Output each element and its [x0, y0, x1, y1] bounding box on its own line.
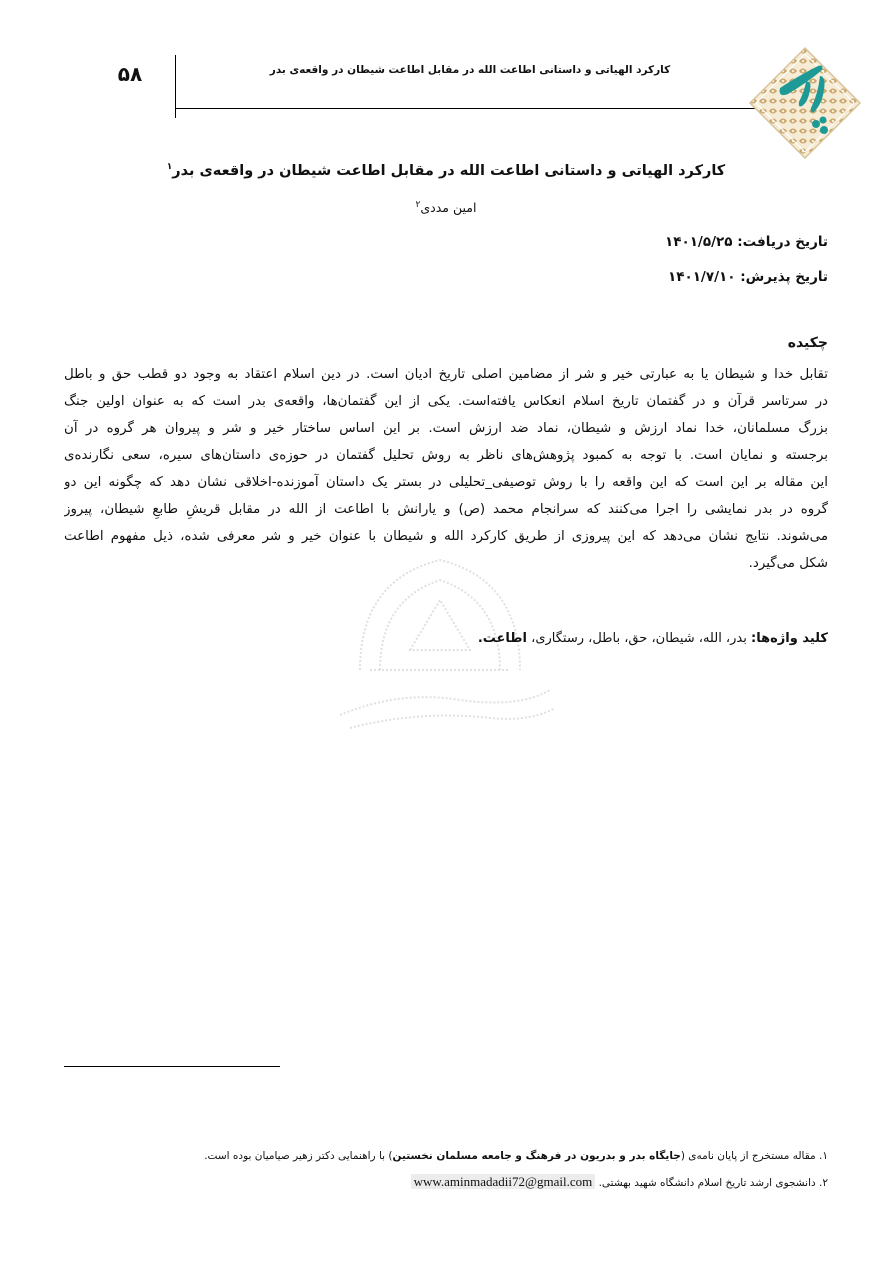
abstract-line: در سرتاسر قرآن و در گفتمان تاریخ اسلام انعکاس یافته‌است. یکی از این گفتمان‌ها، واقعه‌ی بدر است که به عنوان اولین جنگ: [64, 394, 828, 409]
accepted-date-row: [668, 269, 828, 285]
author-email-link[interactable]: www.aminmadadii72@gmail.com: [411, 1174, 596, 1189]
received-date-row: [665, 234, 828, 250]
article-title-text: کارکرد الهیاتی و داستانی اطاعت الله در مقابل اطاعت شیطان در واقعه‌ی بدر: [172, 162, 726, 179]
received-date: ۱۴۰۱/۵/۲۵: [664, 234, 733, 250]
footnote-2: [411, 1174, 828, 1190]
footnote-thesis-title: جایگاه بدر و بدریون در فرهنگ و جامعه مسلمان نخستین: [392, 1150, 681, 1162]
abstract-line: شکل می‌گیرد.: [748, 556, 828, 571]
footnote-separator: [64, 1066, 280, 1067]
author-name: امین مددی: [420, 200, 477, 216]
footnote-text: ) با راهنمایی دکتر زهیر صیامیان بوده است.: [204, 1150, 393, 1162]
header-horizontal-rule: [175, 108, 790, 109]
abstract-line: می‌شوند. نتایج نشان می‌دهد که این پیروزی از طریق کارکرد الله و شیطان با عنوان خیر و شر معرفی شده، ذیل مفهوم اطاعت: [64, 529, 828, 544]
keywords-last: اطاعت.: [477, 631, 527, 646]
abstract-line: این مقاله بر این است که این واقعه را با روش توصیفی_تحلیلی در بستر یک داستان آموزنده-اخلاقی نشان دهد که چگونه این دو: [64, 475, 828, 490]
abstract-line: تقابل خدا و شیطان یا به عبارتی خیر و شر از مضامین اصلی تاریخ ادیان است. در دین اسلام اعتقاد به وجود دو قطب حق و باطل: [64, 367, 828, 382]
abstract-line: برجسته و نمایان است. با توجه به کمبود پژوهش‌های ناظر به روش تحلیل گفتمان در حوزه‌ی داستان‌های سیره، سعی نگارنده‌ی: [64, 448, 828, 463]
accepted-label: تاریخ پذیرش:: [740, 269, 828, 285]
abstract-line: بزرگ مسلمانان، خدا نماد ارزش و شیطان، نماد ضد ارزش است. بر این اساس ساختار خیر و شر و پیروان هر گروه در آن: [64, 421, 828, 436]
abstract-body: [64, 361, 828, 577]
keywords-list: بدر، الله، شیطان، حق، باطل، رستگاری،: [531, 631, 747, 646]
accepted-date: ۱۴۰۱/۷/۱۰: [667, 269, 736, 285]
article-title: [100, 162, 792, 179]
author-footnote-mark[interactable]: ۲: [415, 200, 421, 210]
keywords-label: کلید واژه‌ها:: [751, 631, 828, 646]
keywords: [478, 631, 828, 646]
abstract-line: گروه در بدر نمایشی را اجرا می‌کنند که سرانجام محمد (ص) و یارانش با اطاعت از الله در مقابل قریشِ طابعِ شیطان، پیروز: [64, 502, 828, 517]
journal-logo: [748, 46, 862, 160]
footnote-1: [204, 1150, 828, 1162]
author: [300, 200, 592, 215]
running-head: کارکرد الهیاتی و داستانی اطاعت الله در مقابل اطاعت شیطان در واقعه‌ی بدر: [269, 64, 671, 76]
footnote-text: دانشجوی ارشد تاریخ اسلام دانشگاه شهید بهشتی.: [598, 1177, 816, 1189]
title-footnote-mark[interactable]: ۱: [166, 162, 173, 172]
page-number: ۵۸: [117, 62, 143, 86]
received-label: تاریخ دریافت:: [737, 234, 828, 250]
abstract-heading: چکیده: [787, 335, 828, 351]
footnote-number: ۲.: [819, 1177, 828, 1189]
footnote-number: ۱.: [819, 1150, 828, 1162]
footnote-text: مقاله مستخرج از پایان نامه‌ی (: [680, 1150, 816, 1162]
